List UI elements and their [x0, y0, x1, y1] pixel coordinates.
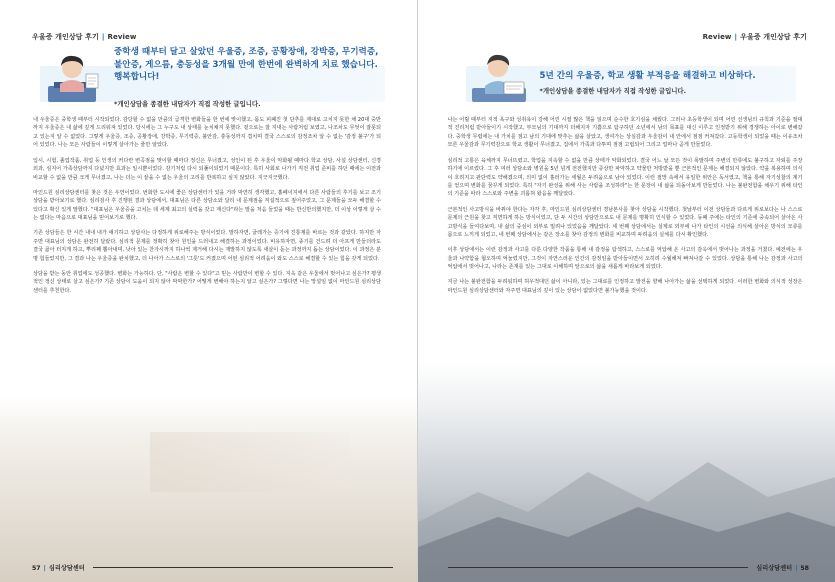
paragraph: 근본적인 사고방식을 바꿔야 한다는 자각 후, 마인드원 심리상담센터 경남본사를 찾아 상담을 시작했다. 첫날부터 이전 상담들과 다르게 위로보다는 나 스스로 문제의 근원을 찾고 직면하게 하는 방식이었고, 단 두 시간의 상담만으로도 내 문제를 명확히 인식할 수 있었다. 동패 주에는 타인의 기준에 중속되어 살아온 사고방식을 들여다보며, 내 삶의 중심이 외부로 밀려나 있었음을 깨달았다. 세 번째 상담에서는 실제로 외부에 나가 타인의 시선을 의식해 살아온 방식의 모류를 몸으로 느끼게 되었고, 네 번째 상담에서는 같은 장소를 찾아 감정의 변화를 비교하며 두려움의 실체를 다시 확인했다. — [447, 206, 803, 239]
counselee-illustration-icon — [42, 52, 104, 104]
article-headline: 5년 간의 우울증, 학교 생활 부적응을 해결하고 비상하다. — [539, 71, 756, 81]
paragraph: 상담을 받는 동안 취업에도 성공했다. 변화는 가능하다. 단, "사람은 변할 수 있다"고 믿는 사람만이 변할 수 있다. 지옥 같은 우울에서 벗어나고 싶은가? 평생적인 정신 상태로 살고 싶은가? 기존 상담이 도움이 되지 않아 막막한가? 어떻게 변해야 하는지 알고 싶은가? 그렇다면 나는 망설임 없이 마인드원 심리상담센터를 추천한다. — [33, 270, 381, 294]
article-body — [448, 116, 803, 302]
article-note: *개인상담을 종결한 내담자가 직접 작성한 글입니다. — [539, 87, 687, 95]
paragraph: 지금 나는 불완전함을 두려워하며 허우적대던 삶이 아니라, 있는 그대로를 인정하고 발전을 향해 나아가는 삶을 선택하게 되었다. 이러한 변화와 의식적 성장은 마인드원 심리상담센터와 자주면 대표님의 깊이 있는 상담이 없었다면 불가능했을 것이다. — [447, 279, 803, 294]
right-page — [418, 0, 835, 582]
footer-org: 심리상담센터 — [48, 565, 85, 572]
article-banner — [40, 46, 385, 110]
article-note: *개인상담을 종결한 내담자가 직접 작성한 글입니다. — [114, 100, 261, 108]
running-head: 우울증 개인상담 후기 | Review — [32, 33, 137, 41]
paragraph: 이후 상담에서는 이런 감정과 사고를 다룬 다양한 작품을 통해 내 감정을 탐색하고, 스스로를 억압해 온 사고의 감옥에서 벗어나는 과정을 거쳤다. 예전에는 우울과 나약함을 혐오하며 억눌렀지만, 그것이 자연스러운 인간의 감정임을 받아들이면서 오히려 수월해져 빠져나갈 수 있었다. 상담을 통해 나는 감정과 사고의 억압에서 벗어나고, 나라는 존재를 있는 그대로 이해하며 앞으로의 삶을 새롭게 바라보게 되었다. — [447, 247, 803, 271]
footer-org: 심리상담센터 — [756, 565, 793, 572]
article-headline: 중학생 때부터 달고 살았던 우울증, 조증, 공황장애, 강박증, 무기력증, 불안증, 게으름, 충동성을 3개월 만에 한번에 완벽하게 치료 했습니다. 행복합니다! — [114, 47, 379, 82]
page-number: 58 — [800, 565, 809, 572]
page-footer: 심리상담센터 | 58 — [448, 563, 809, 572]
paragraph: 나는 어릴 때부터 지적 욕구와 성취욕이 강해 어린 시절 많은 책을 읽으며 순수한 호기심을 채웠다. 그러나 초등학생이 되며 어린 선생님의 규칙과 기준을 절대적 진리처럼 받아들이기 시작했고, 부모님의 기대까지 더해지자 기쁨으로 탐구하던 소년에서 남의 목표를 대신 이루고 인정받기 위해 경쟁하는 아이로 변해갔다. 중학생 무렵에는 내 가치를 점고 남의 기대에 맞추는 삶을 살았고, 생여가는 상실감과 우울감이 내 안에서 점점 커져갔다. 고등학생이 되었을 때는 이유조차 모른 우울감과 무기력감으로 학교 생활이 무너졌고, 집에서 가족과 다투며 점점 고립되어 그리고 얼마나 곧게 만들었다. — [447, 117, 803, 149]
running-head-title: 우울증 개인상담 후기 — [740, 33, 807, 41]
paragraph: 마인드원 심리상담센터를 찾은 것은 우연이었다. 번화한 도시에 좋은 상담센터가 있을 거라 막연히 생각했고, 홈페이지에서 다른 사람들의 후기를 보고 조기 상담을 받아보기로 했다. 심리검사 후 진행된 결과 상담에서, 대표님은 다른 상담소와 달리 내 문제점을 직설적으로 짚어주었고, 그 문제들을 모두 해결할 수 있다고 확신 있게 말했다. "대표님은 우울증을 고치는 데 세계 최고의 실력을 갖고 계신다"라는 말을 처음 들었을 때는 반신반의했지만, 더 이상 이렇게 살 수는 없다는 마음으로 대표님을 믿어보기로 했다. — [33, 189, 381, 222]
running-head: Review | 우울증 개인상담 후기 — [702, 33, 807, 41]
paragraph: 입시, 시험, 졸업작품, 취업 등 인생의 커다란 변곡점을 맞이할 때마다 정신은 무너졌고, 성인이 된 후 우울이 악화될 때마다 학교 상담, 사설 상담센터, 신경외과, 심지어 가족상담까지 다녔지만 효과는 일시뿐이었다. 감기처럼 다시 되풀이되었기 때문이다. 특히 사회로 나가기 직전 취업 준비를 하던 때에는 이전과 비교할 수 없을 만큼 크게 무너졌고, 나는 더는 이 끝을 수 없는 우울의 고리를 반복하고 싶지 않았다. 지긋지긋했다. — [33, 157, 381, 181]
footer-rule — [448, 567, 748, 568]
page-footer: 57 | 심리상담센터 — [32, 563, 393, 572]
article-banner — [466, 46, 796, 110]
footer-rule — [93, 567, 393, 568]
counselee-illustration-icon — [468, 52, 530, 104]
running-head-section: Review — [107, 33, 137, 41]
running-head-section: Review — [702, 33, 732, 41]
background-photo — [150, 432, 350, 492]
page-number: 57 — [32, 565, 41, 572]
paragraph: 기존 상담들은 한 시간 내내 내가 얘기하고 상담사는 다정하게 위로해주는 방식이었다. 말하자면, 굴레가는 증기에 진통제를 바르는 것과 같았다. 하지만 자주면 대표님의 상담은 완전히 달랐다. 심리적 문제를 정확히 찾아 원인을 드러내고 해결하는 과정이었다. 비유하자면, 종기를 건드려 더 아프게 만들더라도 결국 곪아 터지게 하고, 뿌리째 뽑아내며, 낫아 있는 찬가시까지 하나씩 제거해 다시는 재발하지 않도록 새살이 돋는 과정까지 돕는 상담이었다. 이 과정은 분명 힘들었지만, 그 결과 나는 우울증을 완치했고, 더 나아가 스스로의 '그릇'도 커졌으며 어떤 심리적 어려움이 와도 스스로 해결할 수 있는 힘을 갖게 되었다. — [33, 230, 381, 262]
paragraph: 심리적 고통은 육체까지 무너뜨렸고, 학업을 지속할 수 없을 만큼 상태가 악화되었다. 결국 어느 날 모든 것이 폭발하며 주변의 만류에도 불구하고 자퇴를 주장하기에 이르렀다. 그 후 여러 상담소와 병원을 5년 넘게 전전했지만 증상만 파악하고 약물만 처방받을 뿐 근본적인 문제는 해결되지 않았다. 약을 복용하며 의식이 흐려지고 판단력도 약해졌으며, 의미 없이 흘러가는 세월은 두려움으로 남아 있었다. 이런 절망 속에서 유일한 위안은 독서였고, 책을 통해 자기성찰의 계기를 얻으며 변화를 꿈꾸게 되었다. 특히 "자기 완성을 위해 사는 사람을 조성하라"는 한 문장이 내 삶을 되돌아보게 만들었다. 나는 불완전함을 채우기 위해 타인의 기준을 따라 스스로와 주변을 괴롭혀 왔음을 깨달았다. — [447, 157, 803, 198]
running-head-title: 우울증 개인상담 후기 — [32, 33, 99, 41]
mountain-background — [418, 432, 835, 582]
article-body — [33, 116, 381, 302]
paragraph: 내 우울증은 중학생 때부터 시작되었다. 감당할 수 없을 만큼의 급격한 변화들을 한 번에 맞이했고, 몸도 피폐진 첫 단추를 제대로 고치지 못한 채 20대 중반까지 우울증은 내 삶에 깊게 드리워져 있었다. 당시에는 그 누구도 내 상태를 눈치채지 못했다. 겉으로는 잘 지내는 사람처럼 보였고, 나조차도 무엇이 잘못되고 있는지 알 수 없었다. 그렇게 우울증, 조증, 공황장애, 강박증, 무기력증, 불안감, 충동성까지 겹치며 결국 스스로의 감정조차 알 수 없는 '감정 불구'가 되어 있었다. 나는 모든 사람들이 이렇게 살아가는 줄만 알았다. — [33, 117, 381, 149]
